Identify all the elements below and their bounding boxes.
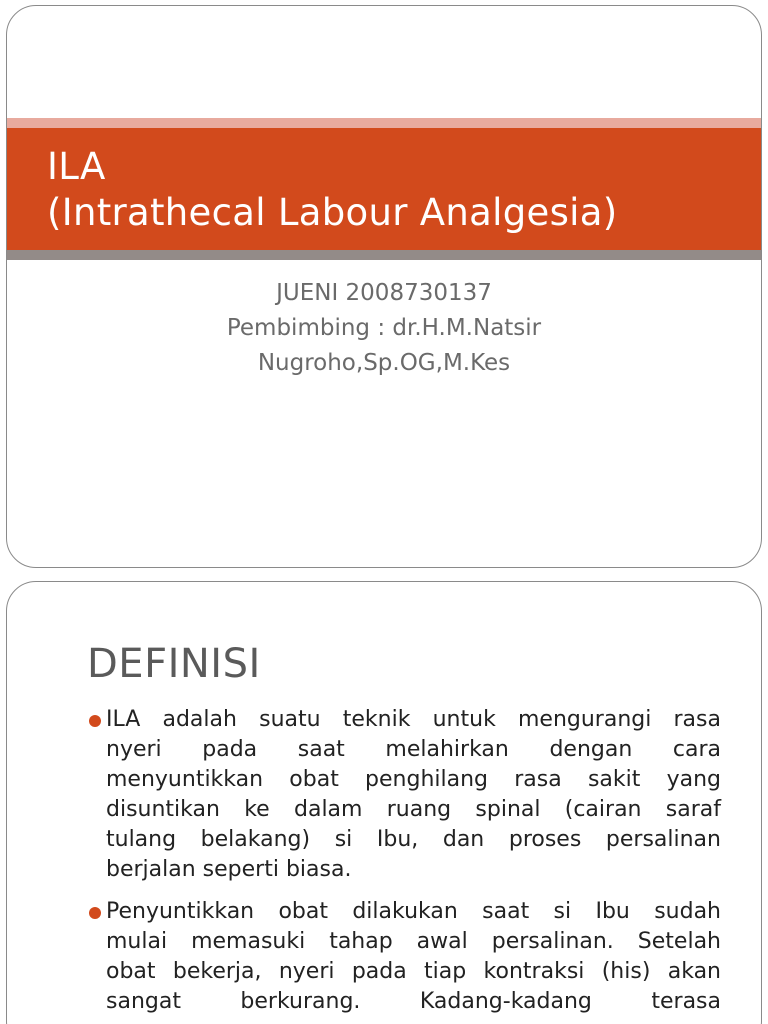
bullet-dot-icon: [89, 715, 101, 727]
bullet-line: tulang belakang) si Ibu, dan proses persalinan: [106, 827, 721, 852]
slide-title-line2: (Intrathecal Labour Analgesia): [47, 191, 618, 234]
bullet-line: berjalan seperti biasa.: [106, 857, 352, 882]
bullet-item: [87, 897, 721, 1017]
title-slide: [6, 5, 762, 568]
supervisor-line-cont: Nugroho,Sp.OG,M.Kes: [257, 350, 511, 376]
slide-subtitle: [7, 276, 761, 381]
author-line: JUENI 2008730137: [276, 280, 492, 306]
definition-slide: [6, 581, 762, 1024]
title-accent-bottom: [7, 250, 761, 260]
bullet-line: mulai memasuki tahap awal persalinan. Setelah: [106, 929, 721, 954]
slide-title: [47, 144, 747, 236]
bullet-line: sangat berkurang. Kadang-kadang terasa: [106, 989, 721, 1014]
bullet-list: [87, 705, 721, 1024]
bullet-dot-icon: [89, 907, 101, 919]
title-accent-top: [7, 118, 761, 128]
slide-heading: DEFINISI: [87, 641, 261, 687]
bullet-line: menyuntikkan obat penghilang rasa sakit yang: [106, 767, 721, 792]
supervisor-line: Pembimbing : dr.H.M.Natsir: [226, 315, 542, 341]
bullet-line: obat bekerja, nyeri pada tiap kontraksi (his) akan: [106, 959, 721, 984]
bullet-line: ILA adalah suatu teknik untuk mengurangi rasa: [106, 707, 721, 732]
bullet-line: Penyuntikkan obat dilakukan saat si Ibu sudah: [106, 899, 721, 924]
bullet-item: [87, 705, 721, 885]
bullet-line: nyeri pada saat melahirkan dengan cara: [106, 737, 721, 762]
slide-title-line1: ILA: [47, 145, 106, 188]
bullet-line: disuntikan ke dalam ruang spinal (cairan saraf: [106, 797, 721, 822]
